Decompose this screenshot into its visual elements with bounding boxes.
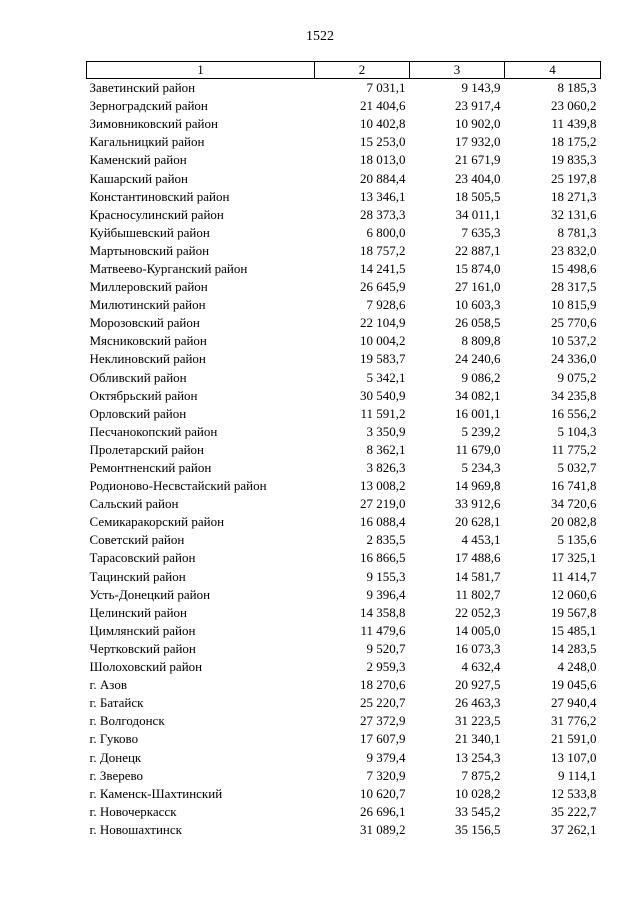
value-col-3: 24 240,6 [455, 351, 501, 367]
territory-name: Родионово-Несвстайский район [89, 478, 267, 494]
territory-name: Советский район [89, 532, 185, 548]
value-col-4: 25 770,6 [551, 315, 597, 331]
territory-name: Кашарский район [89, 170, 188, 186]
value-col-3: 10 603,3 [455, 297, 501, 313]
value-col-4: 32 131,6 [551, 206, 597, 222]
territory-name: Ремонтненский район [89, 460, 212, 476]
table-row [87, 79, 601, 98]
territory-name: Каменский район [89, 152, 187, 168]
value-col-3: 20 927,5 [455, 677, 501, 693]
value-col-2: 11 479,6 [360, 622, 406, 638]
value-col-3: 20 628,1 [455, 514, 501, 530]
value-col-2: 9 379,4 [366, 749, 406, 765]
value-col-3: 16 001,1 [455, 405, 501, 421]
table-row [87, 730, 601, 748]
value-col-4: 11 775,2 [551, 441, 597, 457]
value-col-2: 26 696,1 [360, 803, 406, 819]
table-row [87, 278, 601, 296]
value-col-2: 10 402,8 [360, 116, 406, 132]
territory-name: Морозовский район [89, 315, 200, 331]
territory-name: Мясниковский район [89, 333, 207, 349]
value-col-3: 33 545,2 [455, 803, 501, 819]
territory-name: Милютинский район [89, 297, 206, 313]
table-row [87, 188, 601, 206]
value-col-4: 34 235,8 [551, 387, 597, 403]
table-row [87, 803, 601, 821]
table-row [87, 405, 601, 423]
territory-name: Константиновский район [89, 188, 230, 204]
value-col-2: 27 372,9 [360, 713, 406, 729]
value-col-3: 4 453,1 [461, 532, 501, 548]
value-col-2: 31 089,2 [360, 821, 406, 837]
value-col-3: 7 635,3 [461, 224, 501, 240]
value-col-2: 11 591,2 [360, 405, 406, 421]
value-col-4: 37 262,1 [551, 821, 597, 837]
territory-name: Матвеево-Курганский район [89, 260, 248, 276]
value-col-3: 9 086,2 [461, 369, 501, 385]
column-header-1: 1 [87, 62, 315, 79]
value-col-4: 23 060,2 [551, 98, 597, 114]
table-row [87, 549, 601, 567]
value-col-3: 14 969,8 [455, 478, 501, 494]
value-col-4: 9 075,2 [557, 369, 597, 385]
value-col-2: 16 866,5 [360, 550, 406, 566]
value-col-2: 26 645,9 [360, 279, 406, 295]
value-col-4: 4 248,0 [557, 659, 597, 675]
value-col-2: 7 928,6 [366, 297, 406, 313]
territory-name: г. Волгодонск [89, 713, 165, 729]
territory-name: Сальский район [89, 496, 179, 512]
table-row [87, 296, 601, 314]
territory-name: Орловский район [89, 405, 187, 421]
territory-name: г. Донецк [89, 749, 142, 765]
header-row [87, 62, 601, 79]
table-row [87, 694, 601, 712]
value-col-4: 5 032,7 [557, 460, 597, 476]
table-body [87, 79, 601, 839]
table-row [87, 821, 601, 839]
value-col-2: 9 396,4 [366, 586, 406, 602]
table-row [87, 260, 601, 278]
table-row [87, 748, 601, 766]
value-col-3: 14 581,7 [455, 568, 501, 584]
table-row [87, 224, 601, 242]
value-col-2: 14 241,5 [360, 260, 406, 276]
territory-name: Целинский район [89, 604, 187, 620]
value-col-3: 7 875,2 [461, 767, 501, 783]
territory-name: г. Каменск-Шахтинский [89, 785, 223, 801]
table-row [87, 242, 601, 260]
value-col-2: 6 800,0 [366, 224, 406, 240]
table-header [87, 62, 601, 79]
value-col-4: 12 060,6 [551, 586, 597, 602]
value-col-3: 11 802,7 [455, 586, 501, 602]
territory-name: Семикаракорский район [89, 514, 225, 530]
value-col-2: 28 373,3 [360, 206, 406, 222]
value-col-4: 20 082,8 [551, 514, 597, 530]
value-col-2: 9 520,7 [366, 640, 406, 656]
value-col-3: 34 011,1 [455, 206, 501, 222]
value-col-3: 14 005,0 [455, 622, 501, 638]
table-row [87, 423, 601, 441]
table-row [87, 622, 601, 640]
value-col-3: 13 254,3 [455, 749, 501, 765]
table-row [87, 133, 601, 151]
value-col-2: 14 358,8 [360, 604, 406, 620]
column-header-2: 2 [315, 62, 410, 79]
value-col-4: 14 283,5 [551, 640, 597, 656]
value-col-2: 9 155,3 [366, 568, 406, 584]
value-col-2: 15 253,0 [360, 134, 406, 150]
table-row [87, 586, 601, 604]
value-col-3: 27 161,0 [455, 279, 501, 295]
territory-name: г. Новошахтинск [89, 821, 182, 837]
table-row [87, 206, 601, 224]
value-col-4: 9 114,1 [557, 767, 597, 783]
value-col-4: 8 781,3 [557, 224, 597, 240]
value-col-4: 11 414,7 [551, 568, 597, 584]
value-col-2: 5 342,1 [366, 369, 406, 385]
value-col-2: 2 959,3 [366, 659, 406, 675]
table-row [87, 604, 601, 622]
value-col-4: 15 498,6 [551, 260, 597, 276]
value-col-4: 16 741,8 [551, 478, 597, 494]
value-col-3: 11 679,0 [455, 441, 501, 457]
table-row [87, 441, 601, 459]
value-col-3: 5 234,3 [461, 460, 501, 476]
territory-name: Кагальницкий район [89, 134, 205, 150]
value-col-4: 10 537,2 [551, 333, 597, 349]
value-col-4: 16 556,2 [551, 405, 597, 421]
territory-name: Тацинский район [89, 568, 186, 584]
territory-name: Чертковский район [89, 640, 196, 656]
value-col-2: 19 583,7 [360, 351, 406, 367]
value-col-2: 22 104,9 [360, 315, 406, 331]
territory-name: Куйбышевский район [89, 224, 210, 240]
table-row [87, 115, 601, 133]
territory-name: Зимовниковский район [89, 116, 218, 132]
table-row [87, 767, 601, 785]
value-col-2: 7 320,9 [366, 767, 406, 783]
value-col-3: 22 052,3 [455, 604, 501, 620]
territory-name: Неклиновский район [89, 351, 206, 367]
column-header-4: 4 [505, 62, 601, 79]
value-col-2: 27 219,0 [360, 496, 406, 512]
territory-name: г. Новочеркасск [89, 803, 177, 819]
territory-name: Тарасовский район [89, 550, 196, 566]
value-col-3: 8 809,8 [461, 333, 501, 349]
value-col-4: 35 222,7 [551, 803, 597, 819]
value-col-3: 26 058,5 [455, 315, 501, 331]
value-col-4: 10 815,9 [551, 297, 597, 313]
territory-name: г. Зверево [89, 767, 144, 783]
territory-name: Шолоховский район [89, 659, 203, 675]
table-row [87, 151, 601, 169]
value-col-2: 3 826,3 [366, 460, 406, 476]
value-col-3: 21 671,9 [455, 152, 501, 168]
value-col-3: 4 632,4 [461, 659, 501, 675]
value-col-4: 19 835,3 [551, 152, 597, 168]
value-col-2: 30 540,9 [360, 387, 406, 403]
table-row [87, 97, 601, 115]
value-col-4: 19 567,8 [551, 604, 597, 620]
table-row [87, 531, 601, 549]
table-row [87, 495, 601, 513]
value-col-3: 35 156,5 [455, 821, 501, 837]
table-row [87, 712, 601, 730]
data-table [86, 61, 601, 839]
column-header-3: 3 [410, 62, 505, 79]
territory-name: Песчанокопский район [89, 423, 218, 439]
value-col-2: 3 350,9 [366, 423, 406, 439]
value-col-4: 11 439,8 [551, 116, 597, 132]
table-row [87, 568, 601, 586]
table-row [87, 477, 601, 495]
table-row [87, 350, 601, 368]
value-col-3: 15 874,0 [455, 260, 501, 276]
page-number: 1522 [306, 29, 334, 44]
value-col-2: 18 013,0 [360, 152, 406, 168]
value-col-3: 21 340,1 [455, 731, 501, 747]
value-col-3: 23 917,4 [455, 98, 501, 114]
table-row [87, 314, 601, 332]
territory-name: Заветинский район [89, 80, 196, 96]
table-row [87, 513, 601, 531]
table-row [87, 658, 601, 676]
value-col-4: 5 135,6 [557, 532, 597, 548]
value-col-4: 27 940,4 [551, 695, 597, 711]
value-col-2: 18 270,6 [360, 677, 406, 693]
value-col-3: 18 505,5 [455, 188, 501, 204]
value-col-4: 15 485,1 [551, 622, 597, 638]
territory-name: Обливский район [89, 369, 187, 385]
value-col-4: 34 720,6 [551, 496, 597, 512]
value-col-4: 18 271,3 [551, 188, 597, 204]
territory-name: Красносулинский район [89, 206, 224, 222]
table-row [87, 459, 601, 477]
territory-name: г. Батайск [89, 695, 144, 711]
territory-name: Миллеровский район [89, 279, 208, 295]
value-col-3: 23 404,0 [455, 170, 501, 186]
value-col-3: 10 902,0 [455, 116, 501, 132]
territory-name: Мартыновский район [89, 242, 210, 258]
value-col-4: 12 533,8 [551, 785, 597, 801]
value-col-3: 22 887,1 [455, 242, 501, 258]
value-col-4: 21 591,0 [551, 731, 597, 747]
value-col-3: 17 932,0 [455, 134, 501, 150]
value-col-2: 13 008,2 [360, 478, 406, 494]
value-col-4: 8 185,3 [557, 80, 597, 96]
value-col-3: 31 223,5 [455, 713, 501, 729]
table-row [87, 369, 601, 387]
table-row [87, 387, 601, 405]
table-row [87, 640, 601, 658]
value-col-3: 16 073,3 [455, 640, 501, 656]
value-col-3: 5 239,2 [461, 423, 501, 439]
value-col-2: 16 088,4 [360, 514, 406, 530]
value-col-2: 25 220,7 [360, 695, 406, 711]
value-col-4: 13 107,0 [551, 749, 597, 765]
value-col-4: 31 776,2 [551, 713, 597, 729]
value-col-3: 33 912,6 [455, 496, 501, 512]
value-col-4: 17 325,1 [551, 550, 597, 566]
territory-name: Пролетарский район [89, 441, 205, 457]
territory-name: г. Гуково [89, 731, 139, 747]
table-row [87, 169, 601, 187]
value-col-3: 17 488,6 [455, 550, 501, 566]
value-col-2: 17 607,9 [360, 731, 406, 747]
value-col-2: 18 757,2 [360, 242, 406, 258]
value-col-4: 25 197,8 [551, 170, 597, 186]
value-col-3: 10 028,2 [455, 785, 501, 801]
value-col-2: 10 620,7 [360, 785, 406, 801]
territory-name: Зерноградский район [89, 98, 208, 114]
value-col-2: 2 835,5 [366, 532, 406, 548]
value-col-3: 9 143,9 [461, 80, 501, 96]
value-col-3: 26 463,3 [455, 695, 501, 711]
table-row [87, 676, 601, 694]
value-col-2: 20 884,4 [360, 170, 406, 186]
value-col-2: 8 362,1 [366, 441, 406, 457]
table-row [87, 332, 601, 350]
value-col-2: 7 031,1 [366, 80, 406, 96]
value-col-4: 23 832,0 [551, 242, 597, 258]
value-col-3: 34 082,1 [455, 387, 501, 403]
value-col-4: 19 045,6 [551, 677, 597, 693]
territory-name: г. Азов [89, 677, 127, 693]
value-col-4: 24 336,0 [551, 351, 597, 367]
value-col-4: 18 175,2 [551, 134, 597, 150]
territory-name: Усть-Донецкий район [89, 586, 211, 602]
value-col-4: 28 317,5 [551, 279, 597, 295]
value-col-2: 10 004,2 [360, 333, 406, 349]
table-row [87, 785, 601, 803]
value-col-4: 5 104,3 [557, 423, 597, 439]
territory-name: Октябрьский район [89, 387, 198, 403]
value-col-2: 21 404,6 [360, 98, 406, 114]
territory-name: Цимлянский район [89, 622, 196, 638]
value-col-2: 13 346,1 [360, 188, 406, 204]
